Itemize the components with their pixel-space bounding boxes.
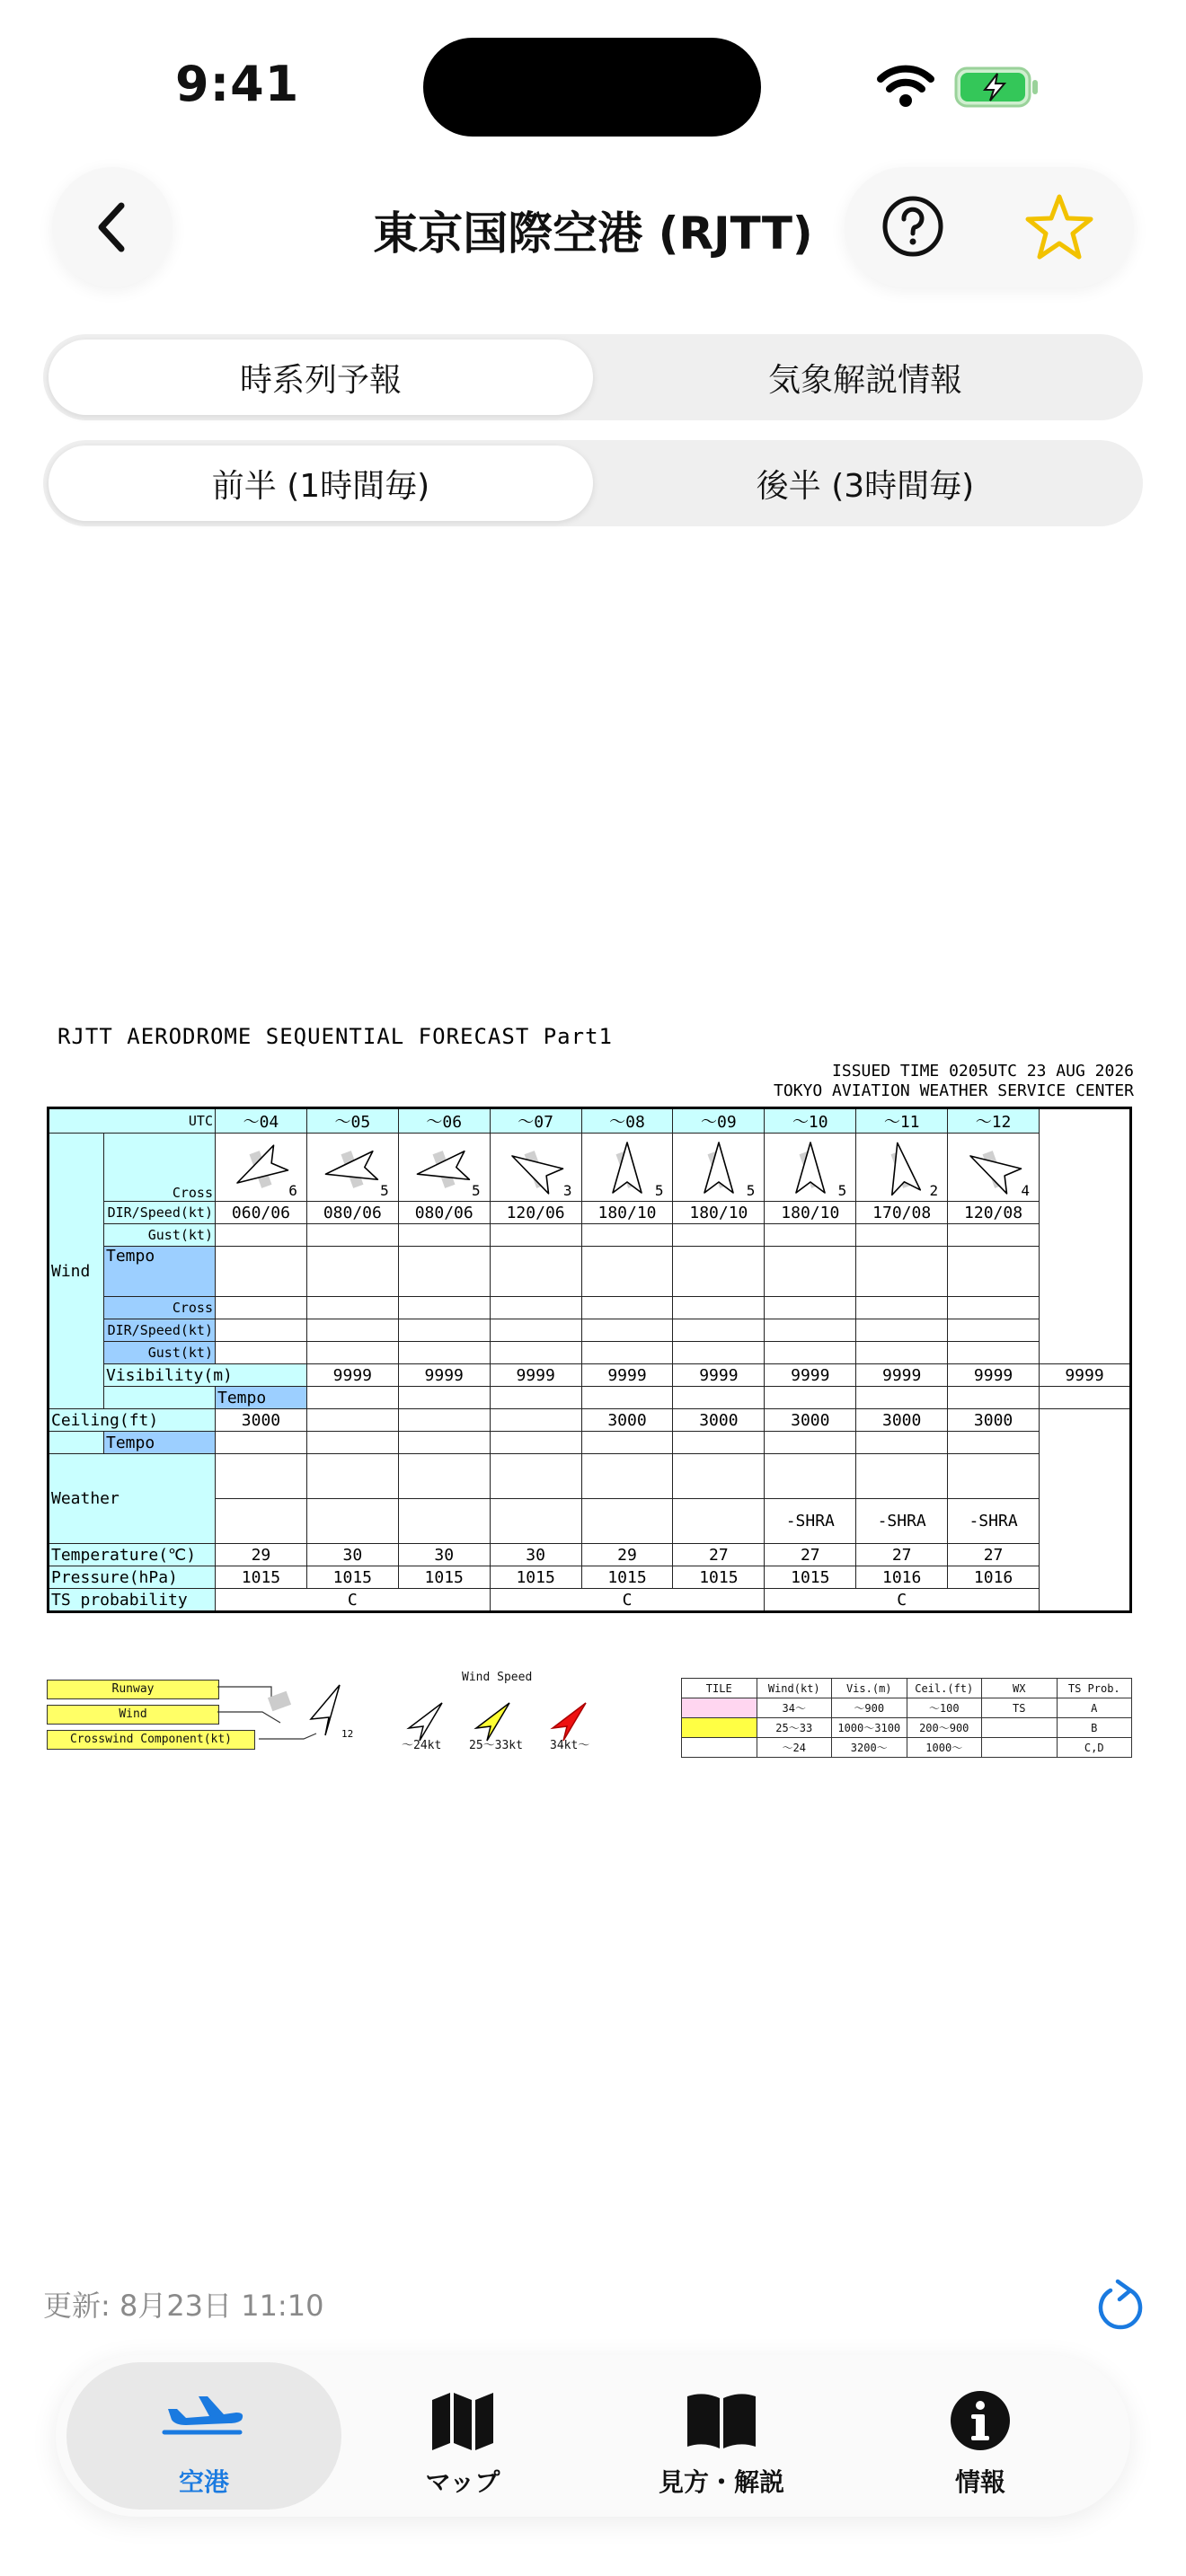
pressure-value: 1016 xyxy=(856,1566,948,1589)
visibility-value: 9999 xyxy=(1040,1364,1131,1387)
weather-tempo-value: -SHRA xyxy=(765,1499,856,1544)
page-title: 東京国際空港 (RJTT) xyxy=(373,207,813,260)
tile-cell xyxy=(982,1738,1058,1758)
tile-header: Vis.(m) xyxy=(832,1679,907,1698)
weather-tempo-value xyxy=(216,1499,307,1544)
tab-map[interactable] xyxy=(325,2362,600,2510)
tab-info[interactable] xyxy=(843,2362,1118,2510)
visibility-value: 9999 xyxy=(398,1364,490,1387)
temperature-value: 30 xyxy=(398,1544,490,1566)
visibility-value: 9999 xyxy=(856,1364,948,1387)
visibility-value: 9999 xyxy=(765,1364,856,1387)
chart-legend xyxy=(47,1671,1134,1766)
wind-speed-high: 34kt〜 xyxy=(550,1739,590,1752)
wind-diagram xyxy=(490,1134,581,1202)
tile-cell xyxy=(982,1718,1058,1738)
crosswind-value: 5 xyxy=(472,1182,481,1199)
tile-swatch-yellow xyxy=(682,1718,757,1738)
hour-cell: 〜04 xyxy=(216,1108,307,1134)
legend-runway: Runway xyxy=(47,1680,219,1699)
crosswind-value: 5 xyxy=(837,1182,847,1199)
chart-title: RJTT AERODROME SEQUENTIAL FORECAST Part1 xyxy=(58,1024,613,1049)
tile-cell: 3200〜 xyxy=(832,1738,907,1758)
tile-cell: 34〜 xyxy=(757,1698,832,1718)
tile-cell: 〜24 xyxy=(757,1738,832,1758)
ceiling-value: 3000 xyxy=(581,1409,673,1432)
map-icon xyxy=(429,2389,497,2452)
legend-wind-diagram-icon xyxy=(217,1676,361,1757)
help-icon[interactable] xyxy=(881,194,945,259)
temperature-value: 27 xyxy=(856,1544,948,1566)
ceiling-value xyxy=(306,1409,398,1432)
issued-time: ISSUED TIME 0205UTC 23 AUG 2026 xyxy=(832,1062,1134,1081)
ceiling-label: Ceiling(ft) xyxy=(49,1409,216,1432)
status-bar xyxy=(0,0,1186,135)
wind-diagram xyxy=(581,1134,673,1202)
hour-cell: 〜11 xyxy=(856,1108,948,1134)
crosswind-value: 5 xyxy=(746,1182,756,1199)
wind-diagram xyxy=(216,1134,307,1202)
tab-label: マップ xyxy=(425,2467,500,2497)
tab-bar xyxy=(56,2355,1130,2517)
wind-value: 080/06 xyxy=(398,1202,490,1224)
wind-diagram xyxy=(673,1134,765,1202)
weather-tempo-value xyxy=(306,1499,398,1544)
crosswind-value: 6 xyxy=(288,1182,297,1199)
toolbar-actions xyxy=(845,167,1134,287)
visibility-value: 9999 xyxy=(673,1364,765,1387)
tile-cell: 〜900 xyxy=(832,1698,907,1718)
ceiling-value: 3000 xyxy=(673,1409,765,1432)
weather-tempo-value: -SHRA xyxy=(856,1499,948,1544)
clock: 9:41 xyxy=(175,56,300,112)
airplane-icon xyxy=(159,2389,249,2452)
crosswind-value: 5 xyxy=(654,1182,664,1199)
hour-cell: 〜07 xyxy=(490,1108,581,1134)
tile-cell: C,D xyxy=(1057,1738,1132,1758)
wind-value: 180/10 xyxy=(673,1202,765,1224)
book-icon xyxy=(684,2389,759,2452)
wind-diagram xyxy=(856,1134,948,1202)
visibility-value: 9999 xyxy=(948,1364,1040,1387)
wind-speed-mid: 25〜33kt xyxy=(469,1739,523,1752)
visibility-value: 9999 xyxy=(581,1364,673,1387)
tile-cell: 1000〜 xyxy=(907,1738,982,1758)
hour-cell: 〜09 xyxy=(673,1108,765,1134)
legend-sample-value: 12 xyxy=(341,1728,354,1740)
battery-icon xyxy=(954,66,1040,108)
ceiling-value: 3000 xyxy=(856,1409,948,1432)
wind-diagram xyxy=(765,1134,856,1202)
visibility-label: Visibility(m) xyxy=(104,1364,307,1387)
temperature-value: 29 xyxy=(581,1544,673,1566)
pressure-value: 1015 xyxy=(581,1566,673,1589)
temperature-value: 27 xyxy=(765,1544,856,1566)
pressure-label: Pressure(hPa) xyxy=(49,1566,216,1589)
ts-probability-label: TS probability xyxy=(49,1589,216,1612)
forecast-table xyxy=(47,1107,1132,1613)
tab-sequential-forecast[interactable]: 時系列予報 xyxy=(49,340,593,415)
weather-label: Weather xyxy=(51,1489,119,1508)
tab-weather-commentary[interactable]: 気象解説情報 xyxy=(767,361,962,399)
tile-cell: B xyxy=(1057,1718,1132,1738)
wind-value: 180/10 xyxy=(765,1202,856,1224)
wind-diagram xyxy=(948,1134,1040,1202)
period-segment xyxy=(43,440,1143,526)
tile-cell: 〜100 xyxy=(907,1698,982,1718)
ceiling-tempo-label: Tempo xyxy=(104,1432,216,1454)
temperature-label: Temperature(℃) xyxy=(49,1544,216,1566)
pressure-value: 1015 xyxy=(490,1566,581,1589)
ts-probability-value: C xyxy=(216,1589,491,1612)
weather-tempo-value xyxy=(673,1499,765,1544)
info-icon xyxy=(949,2389,1012,2452)
tile-header: TILE xyxy=(682,1679,757,1698)
ceiling-value: 3000 xyxy=(765,1409,856,1432)
tempo-cross-label: Cross xyxy=(104,1297,216,1319)
cross-label: Cross xyxy=(104,1134,216,1202)
weather-tempo-value xyxy=(581,1499,673,1544)
tempo-gust-label: Gust(kt) xyxy=(104,1342,216,1364)
wind-speed-title: Wind Speed xyxy=(462,1671,533,1684)
tab-second-half[interactable]: 後半 (3時間毎) xyxy=(756,467,975,505)
temperature-value: 27 xyxy=(673,1544,765,1566)
weather-tempo-value xyxy=(398,1499,490,1544)
wind-value: 170/08 xyxy=(856,1202,948,1224)
crosswind-value: 3 xyxy=(562,1182,572,1199)
navigation-bar xyxy=(0,162,1186,287)
wind-value: 120/08 xyxy=(948,1202,1040,1224)
hour-cell: 〜10 xyxy=(765,1108,856,1134)
tile-cell: 200〜900 xyxy=(907,1718,982,1738)
tab-label: 情報 xyxy=(954,2467,1005,2497)
tab-airport[interactable] xyxy=(66,2362,341,2510)
pressure-value: 1015 xyxy=(306,1566,398,1589)
forecast-type-segment xyxy=(43,334,1143,420)
hour-cell: 〜05 xyxy=(306,1108,398,1134)
visibility-value: 9999 xyxy=(490,1364,581,1387)
legend-crosswind: Crosswind Component(kt) xyxy=(47,1730,255,1750)
wind-label: Wind xyxy=(49,1134,104,1409)
pressure-value: 1015 xyxy=(673,1566,765,1589)
wifi-icon xyxy=(877,63,934,108)
wind-speed-low: 〜24kt xyxy=(402,1739,442,1752)
issued-info xyxy=(774,1062,1134,1101)
wind-value: 080/06 xyxy=(306,1202,398,1224)
crosswind-value: 2 xyxy=(929,1182,939,1199)
tempo-dir-label: DIR/Speed(kt) xyxy=(104,1319,216,1342)
wind-value: 180/10 xyxy=(581,1202,673,1224)
visibility-value: 9999 xyxy=(306,1364,398,1387)
tile-cell: TS xyxy=(982,1698,1058,1718)
utc-label: UTC xyxy=(49,1108,216,1134)
weather-tempo-value: -SHRA xyxy=(948,1499,1040,1544)
tile-swatch-pink xyxy=(682,1698,757,1718)
temperature-value: 27 xyxy=(948,1544,1040,1566)
temperature-value: 29 xyxy=(216,1544,307,1566)
wind-arrow xyxy=(883,1140,920,1195)
pressure-value: 1015 xyxy=(216,1566,307,1589)
hour-cell: 〜08 xyxy=(581,1108,673,1134)
refresh-icon[interactable] xyxy=(1094,2278,1146,2333)
wind-arrow xyxy=(796,1142,825,1193)
pressure-value: 1015 xyxy=(398,1566,490,1589)
ceiling-value: 3000 xyxy=(216,1409,307,1432)
temperature-value: 30 xyxy=(306,1544,398,1566)
tile-header: Wind(kt) xyxy=(757,1679,832,1698)
ceiling-value xyxy=(398,1409,490,1432)
wind-value: 120/06 xyxy=(490,1202,581,1224)
tile-cell: 25〜33 xyxy=(757,1718,832,1738)
temperature-value: 30 xyxy=(490,1544,581,1566)
tile-legend-table xyxy=(681,1678,1132,1758)
tab-guide[interactable] xyxy=(584,2362,859,2510)
dynamic-island xyxy=(423,38,761,137)
tile-cell: A xyxy=(1057,1698,1132,1718)
hour-cell: 〜12 xyxy=(948,1108,1040,1134)
ts-probability-value: C xyxy=(490,1589,765,1612)
tile-swatch-white xyxy=(682,1738,757,1758)
tab-first-half[interactable]: 前半 (1時間毎) xyxy=(49,446,593,521)
ceiling-value xyxy=(490,1409,581,1432)
tile-cell: 1000〜3100 xyxy=(832,1718,907,1738)
wind-arrow xyxy=(613,1142,642,1193)
pressure-value: 1016 xyxy=(948,1566,1040,1589)
tile-header: Ceil.(ft) xyxy=(907,1679,982,1698)
tile-header: TS Prob. xyxy=(1057,1679,1132,1698)
crosswind-value: 4 xyxy=(1021,1182,1031,1199)
ceiling-value: 3000 xyxy=(948,1409,1040,1432)
wind-diagram xyxy=(398,1134,490,1202)
ts-probability-value: C xyxy=(765,1589,1040,1612)
weather-tempo-value xyxy=(490,1499,581,1544)
pressure-value: 1015 xyxy=(765,1566,856,1589)
wind-value: 060/06 xyxy=(216,1202,307,1224)
tab-label: 見方・解説 xyxy=(658,2467,784,2497)
last-updated-text: 更新: 8月23日 11:10 xyxy=(43,2289,324,2323)
issuing-center: TOKYO AVIATION WEATHER SERVICE CENTER xyxy=(774,1081,1134,1100)
crosswind-value: 5 xyxy=(380,1182,389,1199)
weather-label-cell xyxy=(49,1454,216,1544)
wind-arrow xyxy=(704,1142,733,1193)
favorite-star-icon[interactable] xyxy=(1024,192,1094,262)
legend-wind: Wind xyxy=(47,1705,219,1725)
wind-diagram xyxy=(306,1134,398,1202)
tab-label: 空港 xyxy=(178,2467,229,2497)
tile-header: WX xyxy=(982,1679,1058,1698)
tempo-label: Tempo xyxy=(104,1247,216,1297)
hour-cell: 〜06 xyxy=(398,1108,490,1134)
gust-label: Gust(kt) xyxy=(104,1224,216,1247)
visibility-tempo-label: Tempo xyxy=(216,1387,307,1409)
dir-speed-label: DIR/Speed(kt) xyxy=(104,1202,216,1224)
